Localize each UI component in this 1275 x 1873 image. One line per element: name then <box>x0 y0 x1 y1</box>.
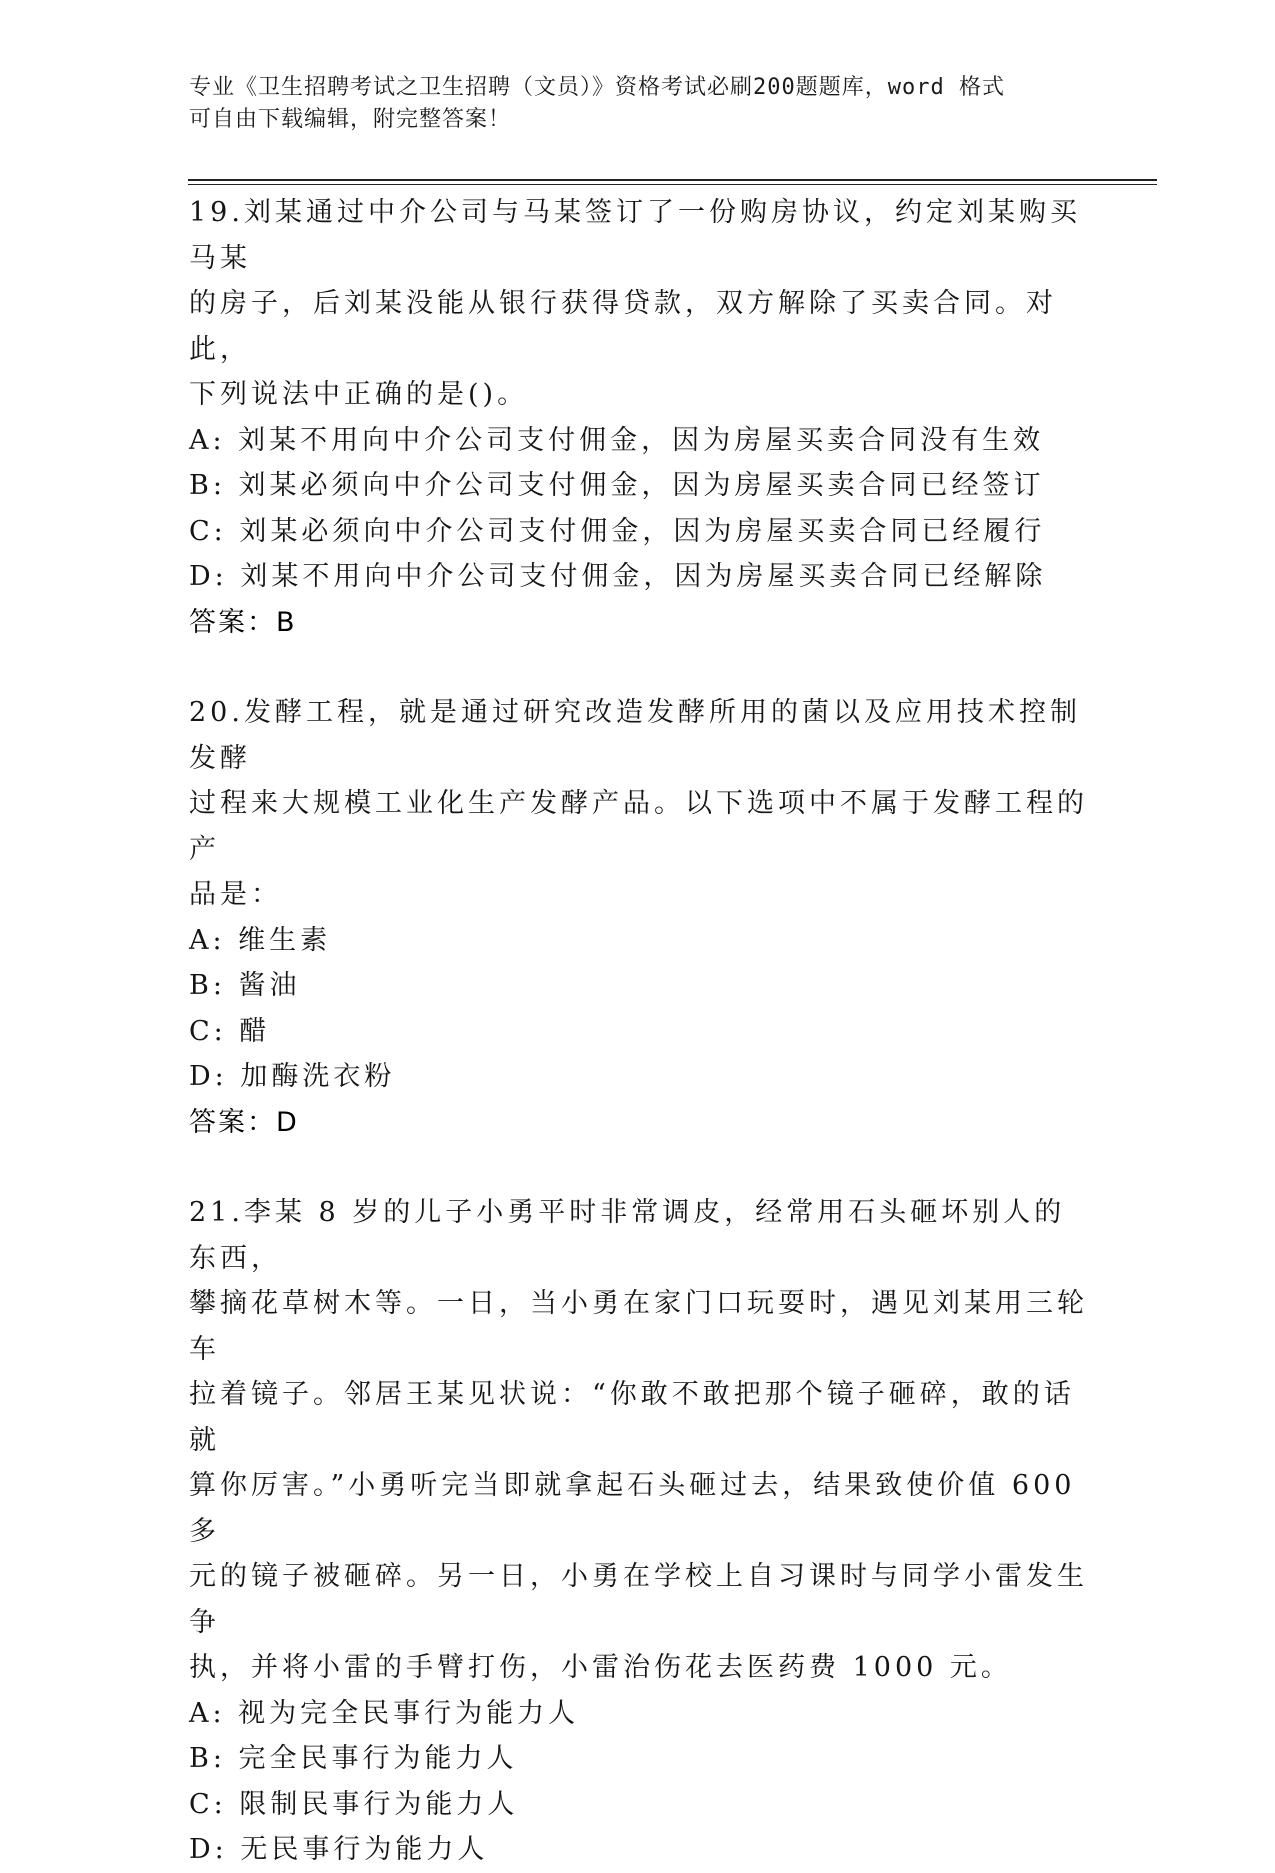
question-stem-line: 的房子，后刘某没能从银行获得贷款，双方解除了买卖合同。对此， <box>189 288 1057 365</box>
header-line-2: 可自由下载编辑，附完整答案！ <box>189 107 512 132</box>
question-stem-line: 21.李某 8 岁的儿子小勇平时非常调皮，经常用石头砸坏别人的东西， <box>189 1197 1066 1274</box>
option-b: B: 完全民事行为能力人 <box>189 1743 518 1774</box>
option-a: A: 维生素 <box>189 924 332 956</box>
document-header <box>189 72 1069 136</box>
option-c: C: 醋 <box>189 1015 271 1047</box>
answer-line: 答案：D <box>189 1106 299 1138</box>
question-spacer <box>189 1145 1089 1190</box>
question-list <box>189 190 1089 1873</box>
option-a: A: 刘某不用向中介公司支付佣金，因为房屋买卖合同没有生效 <box>189 424 1045 456</box>
question-stem-line: 20.发酵工程，就是通过研究改造发酵所用的菌以及应用技术控制发酵 <box>189 697 1081 774</box>
question-stem-line: 拉着镜子。邻居王某见状说：“你敢不敢把那个镜子砸碎，敢的话就 <box>189 1379 1075 1456</box>
question-spacer <box>189 645 1089 690</box>
header-divider-thick <box>188 179 1157 181</box>
question-stem-line: 19.刘某通过中介公司与马某签订了一份购房协议，约定刘某购买马某 <box>189 197 1081 274</box>
question-stem-line: 执，并将小雷的手臂打伤，小雷治伤花去医药费 1000 元。 <box>189 1652 1012 1683</box>
question-stem-line: 元的镜子被砸碎。另一日，小勇在学校上自习课时与同学小雷发生争 <box>189 1561 1088 1638</box>
header-line-1: 专业《卫生招聘考试之卫生招聘（文员）》资格考试必刷200题题库，word 格式 <box>189 75 1005 100</box>
question-19 <box>189 190 1089 645</box>
question-21 <box>189 1190 1089 1873</box>
question-stem-line: 攀摘花草树木等。一日，当小勇在家门口玩耍时，遇见刘某用三轮车 <box>189 1288 1088 1365</box>
question-stem-line: 品是： <box>189 879 282 910</box>
header-divider-thin <box>188 184 1157 185</box>
question-stem-line: 过程来大规模工业化生产发酵产品。以下选项中不属于发酵工程的产 <box>189 788 1088 865</box>
option-c: C: 限制民事行为能力人 <box>189 1788 519 1820</box>
option-a: A: 视为完全民事行为能力人 <box>189 1697 580 1729</box>
option-d: D: 加酶洗衣粉 <box>189 1061 396 1092</box>
question-20 <box>189 690 1089 1145</box>
option-c: C: 刘某必须向中介公司支付佣金，因为房屋买卖合同已经履行 <box>189 515 1046 547</box>
question-stem-line: 算你厉害。”小勇听完当即就拿起石头砸过去，结果致使价值 600 多 <box>189 1470 1076 1547</box>
option-b: B: 酱油 <box>189 970 301 1001</box>
option-d: D: 刘某不用向中介公司支付佣金，因为房屋买卖合同已经解除 <box>189 561 1047 592</box>
option-b: B: 刘某必须向中介公司支付佣金，因为房屋买卖合同已经签订 <box>189 470 1045 501</box>
answer-line: 答案：B <box>189 606 297 638</box>
option-d: D: 无民事行为能力人 <box>189 1834 489 1865</box>
question-stem-line: 下列说法中正确的是()。 <box>189 379 529 410</box>
